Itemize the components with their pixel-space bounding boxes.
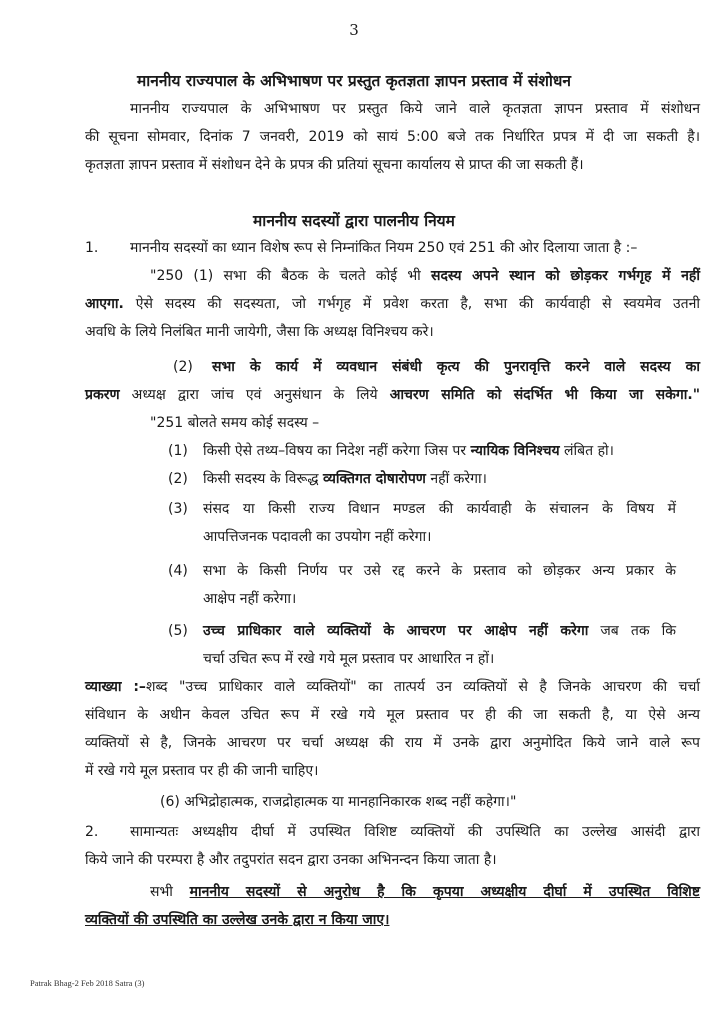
final-request-line: सभी माननीय सदस्यों से अनुरोध है कि कृपया अध्यक्षीय दीर्घा में उपस्थित विशिष्ट — [150, 884, 700, 900]
sub-item-number: (1) — [168, 443, 188, 459]
sub-item-text: चर्चा उचित रूप में रखे गये मूल प्रस्ताव पर आधारित न हों। — [203, 651, 495, 667]
rule-250-line — [85, 294, 700, 314]
sub-item-number: (4) — [168, 563, 188, 579]
sub-item-text: किसी ऐसे तथ्य–विषय का निदेश नहीं करेगा जिस पर न्यायिक विनिश्चय लंबित हो। — [203, 443, 614, 459]
sub-item-text: सभा के किसी निर्णय पर उसे रद्द करने के प्रस्ताव को छोड़कर अन्य प्रकार के — [203, 563, 676, 579]
final-request-bold: व्यक्तियों की उपस्थिति का उल्लेख उनके द्वारा न किया जाए। — [85, 912, 390, 928]
sub-item-6: (6) अभिद्रोहात्मक, राजद्रोहात्मक या मानहानिकारक शब्द नहीं कहेगा।" — [160, 794, 517, 810]
rule-250-line: अवधि के लिये निलंबित मानी जायेगी, जैसा कि अध्यक्ष विनिश्चय करे। — [85, 324, 434, 340]
rule-250-2-text: अध्यक्ष द्वारा जांच एवं अनुसंधान के लिये — [119, 387, 390, 403]
rule-251-intro: "251 बोलते समय कोई सदस्य – — [150, 415, 320, 431]
item-text: किये जाने की परम्परा है और तदुपरांत सदन द्वारा उनका अभिनन्दन किया जाता है। — [85, 852, 497, 868]
section-title-rules: माननीय सदस्यों द्वारा पालनीय नियम — [253, 212, 455, 230]
sub-item-text: आपत्तिजनक पदावली का उपयोग नहीं करेगा। — [203, 529, 432, 545]
item-number: 2. — [85, 824, 99, 840]
rule-250-2-number: (2) — [173, 359, 193, 375]
final-request-bold: माननीय सदस्यों से अनुरोध है कि कृपया अध्यक्षीय दीर्घा में उपस्थित विशिष्ट — [189, 884, 700, 900]
rule-250-text: ऐसे सदस्य की सदस्यता, जो गर्भगृह में प्रवेश करता है, सभा की कार्यवाही से स्वयमेव उतनी — [123, 296, 700, 312]
page-footer: Patrak Bhag-2 Feb 2018 Satra (3) — [30, 978, 145, 988]
rule-250-text: "250 (1) सभा की बैठक के चलते कोई भी — [150, 268, 432, 284]
sub-item-text: आक्षेप नहीं करेगा। — [203, 591, 297, 607]
paragraph-line: कृतज्ञता ज्ञापन प्रस्ताव में संशोधन देने के प्रपत्र की प्रतियां सूचना कार्यालय से प्राप्त की जा सकती हैं। — [85, 157, 584, 173]
sub-item-text: किसी सदस्य के विरूद्ध व्यक्तिगत दोषारोपण नहीं करेगा। — [203, 471, 487, 487]
paragraph-line: माननीय राज्यपाल के अभिभाषण पर प्रस्तुत किये जाने वाले कृतज्ञता ज्ञापन प्रस्ताव में संशोधन — [130, 101, 700, 117]
rule-250-2-bold: आचरण समिति को संदर्भित भी किया जा सकेगा." — [389, 387, 700, 403]
explanation-line: व्याख्या :–शब्द "उच्च प्राधिकार वाले व्यक्तियों" का तात्पर्य उन व्यक्तियों से है जिनके आचरण की चर्चा — [85, 679, 700, 695]
sub-item-number: (2) — [168, 471, 188, 487]
sub-item-text: संसद या किसी राज्य विधान मण्डल की कार्यवाही के संचालन के विषय में — [203, 501, 676, 517]
explanation-line: में रखे गये मूल प्रस्ताव पर ही की जानी चाहिए। — [85, 763, 319, 779]
rule-250-2-line — [85, 385, 700, 405]
sub-item-number: (5) — [168, 623, 188, 639]
item-text: सामान्यतः अध्यक्षीय दीर्घा में उपस्थित विशिष्ट व्यक्तियों की उपस्थिति का उल्लेख आसंदी द्वारा — [130, 824, 700, 840]
rule-250-line — [150, 266, 700, 286]
rule-250-2-bold: प्रकरण — [85, 387, 120, 403]
page-number: 3 — [349, 21, 359, 39]
explanation-label: व्याख्या :– — [85, 679, 146, 695]
rule-250-bold: सदस्य अपने स्थान को छोड़कर गर्भगृह में नहीं — [431, 268, 700, 284]
explanation-line: संविधान के अधीन केवल उचित रूप में रखे गये मूल प्रस्ताव पर ही की जा सकती है, या ऐसे अन्य — [85, 707, 700, 723]
item-number: 1. — [85, 240, 99, 256]
paragraph-line: की सूचना सोमवार, दिनांक 7 जनवरी, 2019 को सायं 5:00 बजे तक निर्धारित प्रपत्र में दी जा सकती है। — [85, 129, 700, 145]
rule-250-2-bold: सभा के कार्य में व्यवधान संबंधी कृत्य की पुनरावृत्ति करने वाले सदस्य का — [212, 359, 700, 375]
item-text: माननीय सदस्यों का ध्यान विशेष रूप से निम्नांकित नियम 250 एवं 251 की ओर दिलाया जाता है :– — [130, 240, 638, 256]
rule-250-bold: आएगा. — [85, 296, 124, 312]
sub-item-number: (3) — [168, 501, 188, 517]
explanation-line: व्यक्तियों से है, जिनके आचरण पर चर्चा अध्यक्ष की राय में उनके द्वारा अनुमोदित किये जाने वाले रूप — [85, 735, 700, 751]
sub-item-text: उच्च प्राधिकार वाले व्यक्तियों के आचरण पर आक्षेप नहीं करेगा जब तक कि — [203, 623, 676, 639]
section-title-amendment: माननीय राज्यपाल के अभिभाषण पर प्रस्तुत कृतज्ञता ज्ञापन प्रस्ताव में संशोधन — [136, 72, 572, 90]
